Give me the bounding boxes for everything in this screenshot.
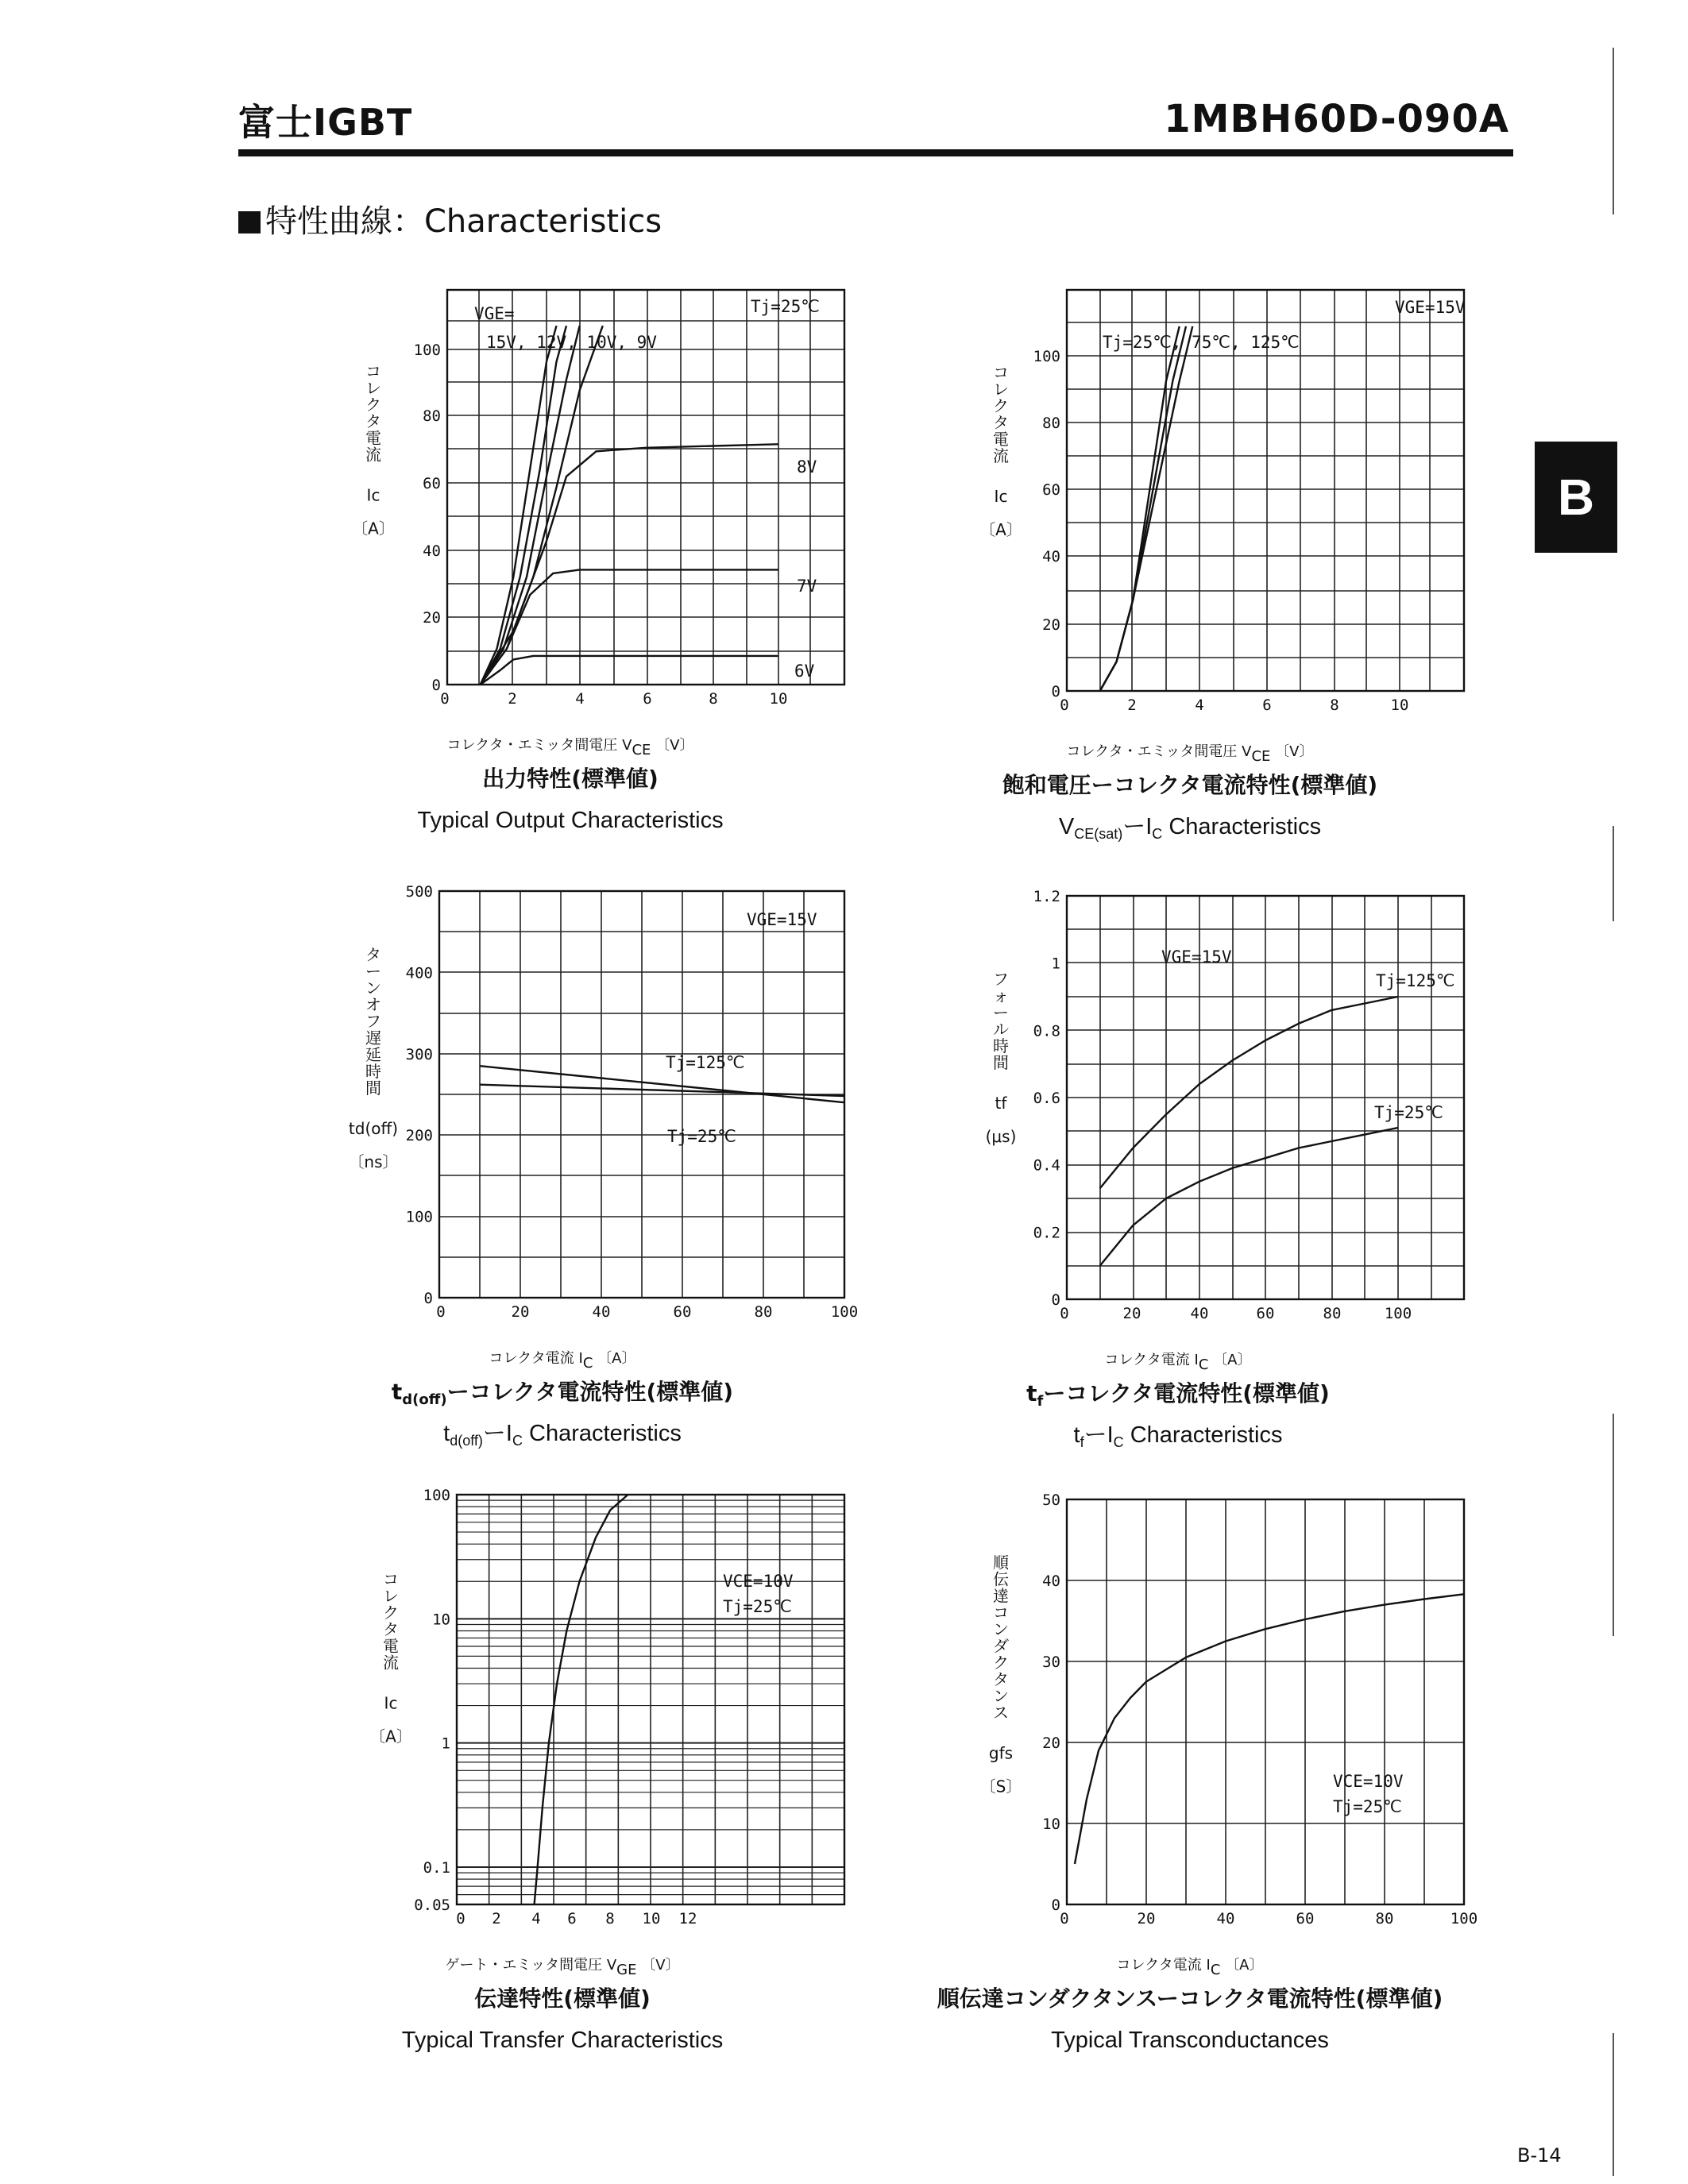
chart-title-en-part: d(off) [450,1433,483,1449]
x-axis-label-part: C [1198,1356,1209,1373]
y-label-char: 延 [365,1045,381,1065]
series-line-Tj=125℃ [1100,997,1398,1188]
y-tick-label: 0.2 [1033,1224,1060,1242]
chart-c3 [348,883,858,1321]
x-tick-label: 6 [643,690,652,708]
chart-annotation: 7V [797,577,817,596]
y-label-char: ォ [993,986,1009,1005]
y-label-char: 達 [993,1586,1009,1606]
x-axis-label-part: C [582,1355,593,1372]
x-axis-label-part: コレクタ・エミッタ間電圧 V [446,737,632,754]
y-label-unit: 〔S〕 [979,1777,1022,1796]
x-tick-label: 10 [642,1910,661,1927]
x-tick-label: 6 [567,1910,577,1927]
chart-title-jp [392,1379,733,1408]
chart-annotation: Tj=25℃ [1374,1103,1443,1122]
y-label-char: タ [365,411,381,431]
y-label-char: ク [993,1653,1009,1673]
x-tick-label: 2 [492,1910,501,1927]
x-axis-label-part: 〔V〕 [636,1957,680,1974]
y-label-unit: 〔A〕 [369,1727,412,1746]
x-tick-label: 8 [1330,696,1339,714]
x-axis-label-part: 〔V〕 [1270,743,1314,760]
x-axis-label-part: GE [616,1962,637,1978]
x-tick-label: 10 [1390,696,1409,714]
y-label-char: 電 [993,430,1009,450]
y-tick-label: 0 [1051,1897,1060,1914]
chart-title-jp-part: f [1037,1393,1044,1410]
section-title-text: 特性曲線：Characteristics [265,203,662,240]
series-line-Tj=125℃ [480,1066,844,1102]
x-axis-label-part: 〔A〕 [1208,1352,1252,1368]
x-axis-label-part: ゲート・エミッタ間電圧 V [445,1957,617,1974]
chart-title-jp [937,1985,1443,2012]
y-label-char: ン [993,1686,1009,1706]
y-label-char: ル [993,1019,1009,1039]
y-label-char: レ [383,1586,399,1606]
y-label-char: コ [383,1569,399,1589]
y-label-char: レ [365,378,381,398]
chart-annotation: Tj=125℃ [666,1053,745,1072]
y-tick-label: 0.1 [423,1858,450,1877]
x-tick-label: 8 [709,690,718,708]
chart-annotation: VGE= [474,304,515,323]
y-tick-label: 10 [432,1611,450,1629]
x-axis-label [447,737,694,758]
series-line-10V [481,326,580,685]
y-label-char: 流 [365,445,381,465]
y-label-char: ク [993,396,1009,416]
x-tick-label: 100 [1384,1305,1412,1322]
series-line-Tj=75℃ [1100,326,1186,691]
x-tick-label: 0 [1060,696,1069,714]
chart-annotation: VGE=15V [1395,298,1466,317]
y-tick-label: 100 [405,1208,433,1226]
y-label-char: コ [993,363,1009,383]
y-tick-label: 20 [1042,616,1060,634]
chart-title-en [1051,2028,1329,2053]
y-tick-label: 200 [405,1127,433,1145]
y-tick-label: 80 [1042,415,1060,432]
y-label-char: ク [383,1603,399,1623]
chart-annotation: Tj=25℃ [723,1597,792,1616]
chart-title-jp-part: 飽和電圧ーコレクタ電流特性(標準値) [1002,772,1378,798]
x-tick-label: 20 [511,1303,530,1321]
y-label-char: ン [365,978,381,998]
chart-title-jp [482,766,659,792]
chart-title-en [443,1421,682,1449]
chart-title-en-part: C [1152,826,1163,842]
chart-title-en-part: ーI [482,1421,512,1446]
x-tick-label: 2 [1127,696,1137,714]
y-label-char: 電 [365,428,381,448]
y-label-char: タ [993,1669,1009,1689]
y-label-unit: 〔ns〕 [348,1152,399,1172]
model-number: 1MBH60D-090A [1164,97,1509,141]
x-axis-label-part: コレクタ電流 I [1116,1957,1211,1974]
y-label-char: ー [365,962,381,982]
y-tick-label: 300 [405,1045,433,1063]
x-axis-label [489,1350,636,1372]
x-axis-label [1117,1957,1264,1978]
x-tick-label: 6 [1262,696,1272,714]
x-axis-label [1105,1352,1252,1373]
series-line-7V [481,569,778,685]
chart-title-en-part: ーI [1122,814,1153,839]
chart-title-jp-part: 順伝達コンダクタンスーコレクタ電流特性(標準値) [937,1985,1443,2012]
series-line-15V [481,326,557,685]
x-axis-label-part: コレクタ・エミッタ間電圧 V [1066,743,1252,760]
x-tick-label: 12 [678,1910,697,1927]
y-label-symbol: Ic [366,485,380,505]
chart-title-en [417,808,723,833]
x-tick-label: 40 [1216,1910,1235,1927]
x-tick-label: 40 [1190,1305,1209,1322]
x-tick-label: 80 [1323,1305,1342,1322]
x-axis-label-part: 〔A〕 [1220,1957,1264,1974]
y-label-symbol: gfs [988,1743,1014,1763]
chart-title-en-part: Typical Transconductances [1051,2028,1329,2053]
series-line-Tj=25℃ [1100,326,1180,691]
y-label-symbol: tf [995,1093,1007,1113]
y-label-char: 流 [383,1653,399,1673]
x-axis-label-part: CE [632,742,651,758]
x-tick-label: 8 [605,1910,615,1927]
y-label-char: 順 [993,1553,1009,1572]
series-line-6V [481,656,778,685]
x-tick-label: 0 [440,690,450,708]
chart-annotation: VCE=10V [1333,1772,1404,1791]
chart-title-en-part: V [1058,814,1075,839]
y-label-char: ス [993,1703,1009,1723]
y-tick-label: 0.4 [1033,1156,1060,1175]
y-tick-label: 1 [1051,955,1060,973]
y-tick-label: 40 [1042,548,1060,565]
chart-title-en-part: CE(sat) [1074,826,1123,842]
series-line-8V [481,444,778,685]
x-tick-label: 60 [1296,1910,1315,1927]
x-tick-label: 60 [1256,1305,1275,1322]
y-tick-label: 80 [423,407,441,425]
chart-c5 [369,1487,844,1927]
chart-annotation: VCE=10V [723,1572,794,1591]
chart-annotation: Tj=25℃ [1333,1797,1402,1816]
x-tick-label: 10 [769,690,788,708]
chart-title-en-part: Typical Output Characteristics [417,808,724,833]
y-tick-label: 30 [1042,1653,1060,1671]
chart-title-jp-part: t [1026,1380,1037,1406]
y-label-char: 遅 [365,1028,381,1048]
x-axis-label-part: コレクタ電流 I [489,1350,583,1367]
chart-title-en-part: Characteristics [1123,1422,1283,1448]
chart-title-en-part: Characteristics [1162,814,1322,839]
y-tick-label: 0 [423,1290,433,1307]
x-axis-label-part: 〔V〕 [651,737,694,754]
y-tick-label: 500 [405,883,433,901]
y-tick-label: 1.2 [1033,888,1060,905]
y-tick-label: 40 [1042,1572,1060,1590]
y-label-char: フ [365,1012,381,1032]
y-label-char: タ [365,945,381,965]
side-tab[interactable]: B [1535,442,1617,553]
chart-c1 [352,290,844,708]
y-tick-label: 0.6 [1033,1090,1060,1107]
y-label-char: ー [993,1002,1009,1022]
chart-title-en-part: Typical Transfer Characteristics [401,2028,724,2053]
y-label-symbol: td(off) [348,1119,399,1139]
brand-title: 富士IGBT [238,101,413,144]
y-tick-label: 100 [1033,348,1060,365]
x-tick-label: 20 [1137,1910,1156,1927]
chart-annotation: VGE=15V [747,910,817,929]
y-label-char: コ [993,1603,1009,1623]
series-line-Tj=25℃ [1100,1128,1398,1266]
x-tick-label: 40 [592,1303,611,1321]
y-label-char: 流 [993,446,1009,466]
chart-c2 [979,290,1464,714]
x-axis-label-part: CE [1251,748,1271,765]
chart-title-en-part: t [1073,1422,1080,1448]
y-label-char: 伝 [993,1569,1009,1589]
y-tick-label: 50 [1042,1491,1060,1509]
x-axis-label-part: コレクタ電流 I [1104,1352,1199,1368]
y-label-char: レ [993,380,1009,399]
chart-title-en [1059,814,1321,842]
y-label-unit: (μs) [985,1126,1017,1146]
y-tick-label: 400 [405,964,433,982]
chart-title-en-part: C [1113,1434,1124,1450]
x-tick-label: 4 [1195,696,1204,714]
y-label-char: 時 [993,1036,1009,1055]
x-axis-label-part: C [1210,1962,1221,1978]
y-label-char: 時 [365,1062,381,1082]
x-tick-label: 4 [531,1910,541,1927]
page-number: B-14 [1517,2144,1562,2167]
y-tick-label: 0.8 [1033,1022,1060,1040]
chart-title-jp [1026,1380,1330,1410]
x-tick-label: 100 [1450,1910,1478,1927]
series-line-12V [481,326,566,685]
y-tick-label: 0.05 [414,1897,450,1914]
chart-title-jp-part: ーコレクタ電流特性(標準値) [446,1379,734,1405]
y-label-char: 間 [365,1078,381,1098]
y-tick-label: 40 [423,542,441,560]
chart-title-en [402,2028,724,2053]
chart-title-en-part: Characteristics [522,1421,682,1446]
chart-c6 [980,1491,1478,1927]
chart-title-jp-part: t [391,1379,403,1405]
x-tick-label: 0 [436,1303,446,1321]
y-tick-label: 100 [423,1487,450,1504]
x-axis-label [445,1957,679,1978]
chart-annotation: 8V [797,457,817,477]
x-tick-label: 20 [1122,1305,1141,1322]
chart-annotation: 15V, 12V, 10V, 9V [486,333,657,352]
y-tick-label: 60 [1042,481,1060,499]
y-tick-label: 1 [441,1734,450,1753]
y-tick-label: 10 [1042,1815,1060,1833]
y-tick-label: 20 [1042,1734,1060,1752]
y-label-symbol: Ic [994,487,1008,507]
y-label-char: オ [365,995,381,1015]
y-label-char: ク [365,395,381,415]
chart-title-en-part: t [443,1421,450,1446]
x-tick-label: 0 [456,1910,465,1927]
x-tick-label: 4 [575,690,585,708]
y-tick-label: 0 [1051,683,1060,700]
chart-title-jp-part: ーコレクタ電流特性(標準値) [1043,1380,1330,1406]
x-tick-label: 0 [1060,1910,1069,1927]
y-label-char: フ [993,969,1009,989]
x-tick-label: 100 [830,1303,859,1321]
y-label-unit: 〔A〕 [352,519,395,538]
y-label-char: 電 [383,1636,399,1656]
chart-title-en-part: f [1080,1434,1084,1450]
y-label-symbol: Ic [384,1693,398,1713]
chart-annotation: Tj=125℃ [1376,971,1455,990]
x-axis-label-part: 〔A〕 [593,1350,636,1367]
y-tick-label: 20 [423,609,441,627]
x-tick-label: 0 [1060,1305,1069,1322]
y-label-char: ン [993,1619,1009,1639]
y-tick-label: 0 [1051,1291,1060,1309]
y-label-char: タ [383,1619,399,1639]
y-label-char: コ [365,361,381,381]
chart-annotation: Tj=25℃ [667,1127,736,1146]
chart-title-en [1074,1422,1283,1450]
y-label-unit: 〔A〕 [979,520,1022,540]
x-tick-label: 2 [508,690,517,708]
y-label-char: タ [993,413,1009,433]
chart-annotation: Tj=25℃ [751,297,820,316]
x-axis-label [1067,743,1314,765]
chart-title-jp-part: 伝達特性(標準値) [474,1985,651,2012]
series-line-VCE=10V [535,1495,628,1904]
chart-title-en-part: ーI [1083,1422,1114,1448]
y-tick-label: 0 [431,677,441,694]
x-tick-label: 80 [1375,1910,1394,1927]
chart-title-jp-part: 出力特性(標準値) [482,766,659,792]
y-tick-label: 60 [423,475,441,492]
chart-annotation: VGE=15V [1161,947,1232,967]
chart-title-jp-part: d(off) [402,1391,447,1408]
chart-title-jp [474,1985,651,2012]
x-tick-label: 80 [754,1303,773,1321]
x-tick-label: 60 [673,1303,692,1321]
y-label-char: ダ [993,1636,1009,1656]
chart-annotation: Tj=25℃, 75℃, 125℃ [1103,333,1300,352]
y-tick-label: 100 [413,341,441,359]
chart-title-jp [1002,772,1377,798]
chart-annotation: 6V [794,662,815,681]
y-label-char: 間 [993,1052,1009,1072]
chart-title-en-part: C [512,1433,523,1449]
